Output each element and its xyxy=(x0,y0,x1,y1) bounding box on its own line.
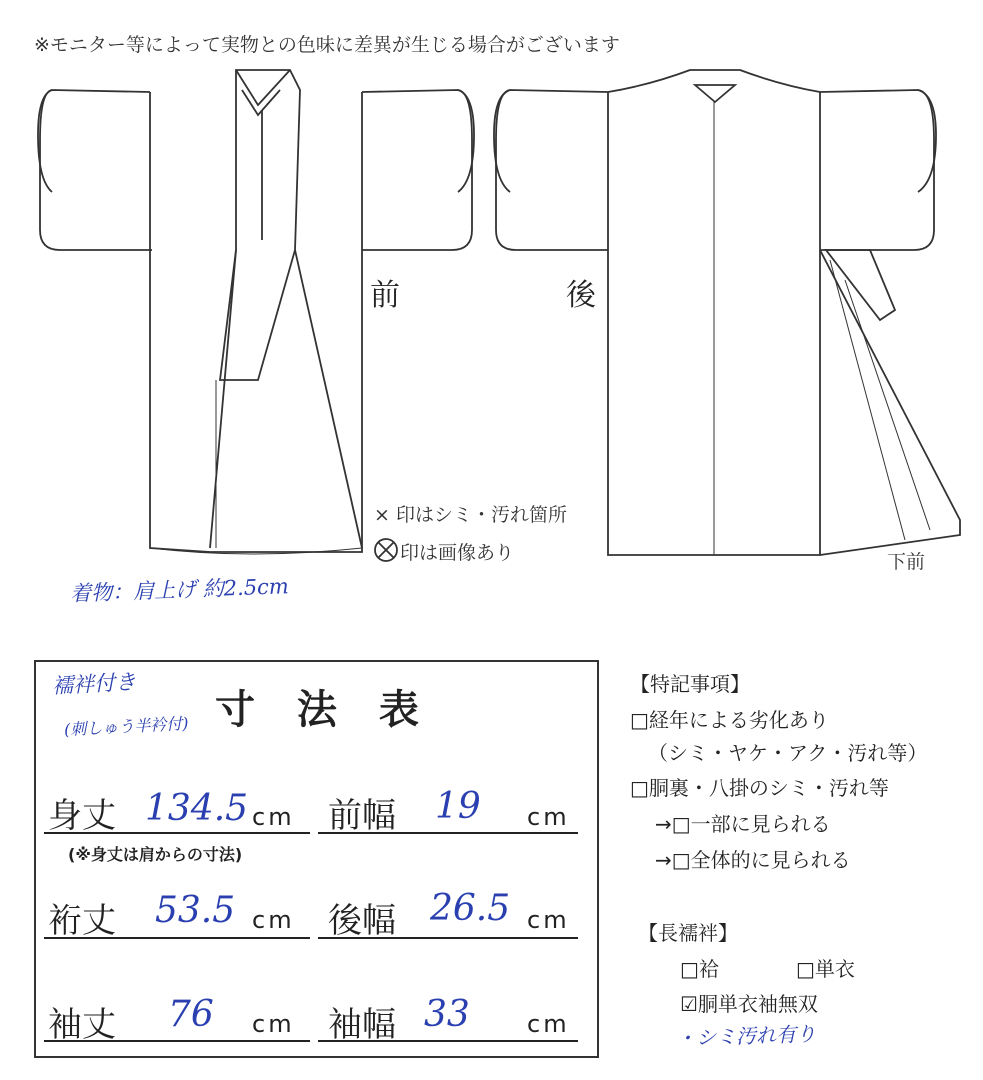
front-kimono-outline xyxy=(38,70,474,554)
ushirohaba-value: 26.5 xyxy=(430,888,511,929)
sodehaba-label: 袖幅 xyxy=(328,1005,396,1045)
sodehaba-value: 33 xyxy=(424,994,470,1035)
ushirohaba-underline xyxy=(318,937,578,939)
juban-dou-hitoe-option: ☑胴単衣袖無双 xyxy=(680,992,818,1016)
sodetake-label: 袖丈 xyxy=(48,1005,116,1045)
height-note: (※身丈は肩からの寸法) xyxy=(68,845,243,864)
mitake-unit: cm xyxy=(252,803,295,831)
juban-heading: 【長襦袢】 xyxy=(638,921,738,945)
color-disclaimer: ※モニター等によって実物との色味に差異が生じる場合がございます xyxy=(34,34,620,56)
table-title: 寸 法 表 xyxy=(215,687,433,733)
maehaba-label: 前幅 xyxy=(328,796,396,836)
note-aging: □経年による劣化あり xyxy=(630,708,829,732)
back-label: 後 xyxy=(566,278,596,313)
mitake-value: 134.5 xyxy=(145,788,249,829)
back-kimono-outline xyxy=(494,70,960,555)
juban-awase-option: □袷 xyxy=(680,957,719,981)
legend-image-mark: 印は画像あり xyxy=(400,542,515,564)
juban-hitoe-option: □単衣 xyxy=(796,957,855,981)
front-label: 前 xyxy=(370,278,400,313)
mitake-underline xyxy=(44,832,310,834)
yukitake-label: 裄丈 xyxy=(48,901,116,941)
note-partial: →□一部に見られる xyxy=(655,812,831,836)
maehaba-underline xyxy=(318,832,578,834)
legend-stain-mark: × 印はシミ・汚れ箇所 xyxy=(374,504,567,526)
mitake-label: 身丈 xyxy=(48,796,116,836)
sodetake-value: 76 xyxy=(168,994,214,1035)
sodetake-unit: cm xyxy=(252,1010,295,1038)
note-aging-detail: （シミ・ヤケ・アク・汚れ等） xyxy=(648,741,928,765)
maehaba-value: 19 xyxy=(435,786,481,827)
handwritten-collar-note: (刺しゅう半衿付) xyxy=(63,713,189,740)
sodetake-underline xyxy=(44,1040,310,1042)
ushirohaba-label: 後幅 xyxy=(328,901,396,941)
sodehaba-unit: cm xyxy=(527,1010,570,1038)
yukitake-underline xyxy=(44,937,310,939)
maehaba-unit: cm xyxy=(527,803,570,831)
under-front-label: 下前 xyxy=(887,551,926,573)
yukitake-value: 53.5 xyxy=(155,890,236,931)
yukitake-unit: cm xyxy=(252,906,295,934)
handwritten-shoulder-tuck-note: 着物：肩上げ 約2.5cm xyxy=(69,574,290,606)
ushirohaba-unit: cm xyxy=(527,906,570,934)
sodehaba-underline xyxy=(318,1040,578,1042)
handwritten-stain-note: ・シミ汚れ有り xyxy=(675,1021,817,1051)
handwritten-juban-note: 襦袢付き xyxy=(51,669,137,699)
notes-heading: 【特記事項】 xyxy=(630,672,750,696)
note-lining-stains: □胴裏・八掛のシミ・汚れ等 xyxy=(630,776,889,800)
note-overall: →□全体的に見られる xyxy=(655,848,851,872)
